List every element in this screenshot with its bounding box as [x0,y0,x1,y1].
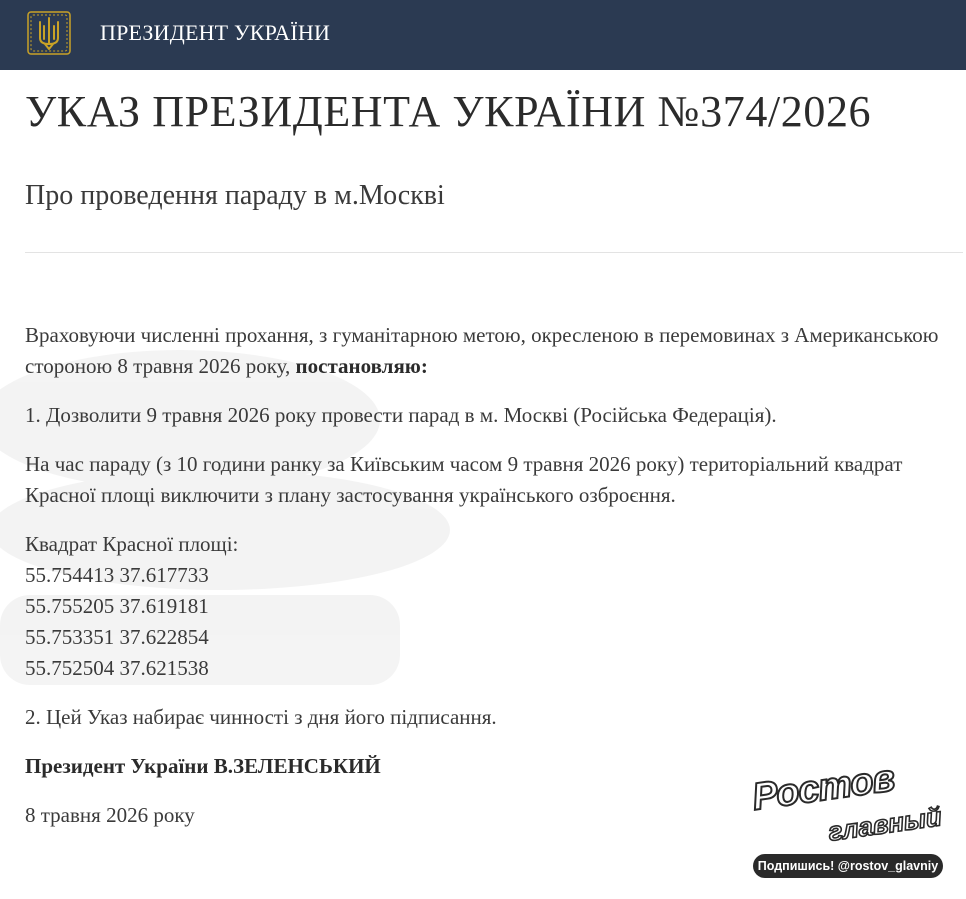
coordinate-row: 55.752504 37.621538 [25,656,209,680]
item-2: 2. Цей Указ набирає чинності з дня його підписання. [25,705,497,729]
watermark-badge [748,757,948,880]
intro-bold: постановляю: [295,354,428,378]
item-1: 1. Дозволити 9 травня 2026 року провести парад в м. Москві (Російська Федерація). [25,403,777,427]
trident-emblem-icon[interactable] [27,11,71,55]
site-header [0,0,966,70]
coordinates-block [25,529,950,684]
coordinate-row: 55.753351 37.622854 [25,625,209,649]
coordinate-row: 55.754413 37.617733 [25,563,209,587]
intro-paragraph [25,320,950,382]
divider [25,252,963,253]
subscribe-label: Подпишись! @rostov_glavniy [753,854,943,878]
page-title: УКАЗ ПРЕЗИДЕНТА УКРАЇНИ №374/2026 [25,87,872,136]
paragraph-2: На час параду (з 10 години ранку за Київським часом 9 травня 2026 року) територіальний квадрат Красної площі виключити з плану застосування українського озброєння. [25,452,903,507]
intro-text: Враховуючи численні прохання, з гуманітарною метою, окресленою в перемовинах з Американською стороною 8 травня 2026 року, [25,323,939,378]
page-subtitle: Про проведення параду в м.Москві [25,180,445,211]
site-title[interactable]: ПРЕЗИДЕНТ УКРАЇНИ [100,20,331,45]
logo-word-1: Ростов [749,757,897,819]
logo-word-2: главный [826,801,944,847]
coords-label: Квадрат Красної площі: [25,532,239,556]
coordinate-row: 55.755205 37.619181 [25,594,209,618]
decree-date: 8 травня 2026 року [25,803,195,827]
signature-text: Президент України В.ЗЕЛЕНСЬКИЙ [25,754,381,778]
